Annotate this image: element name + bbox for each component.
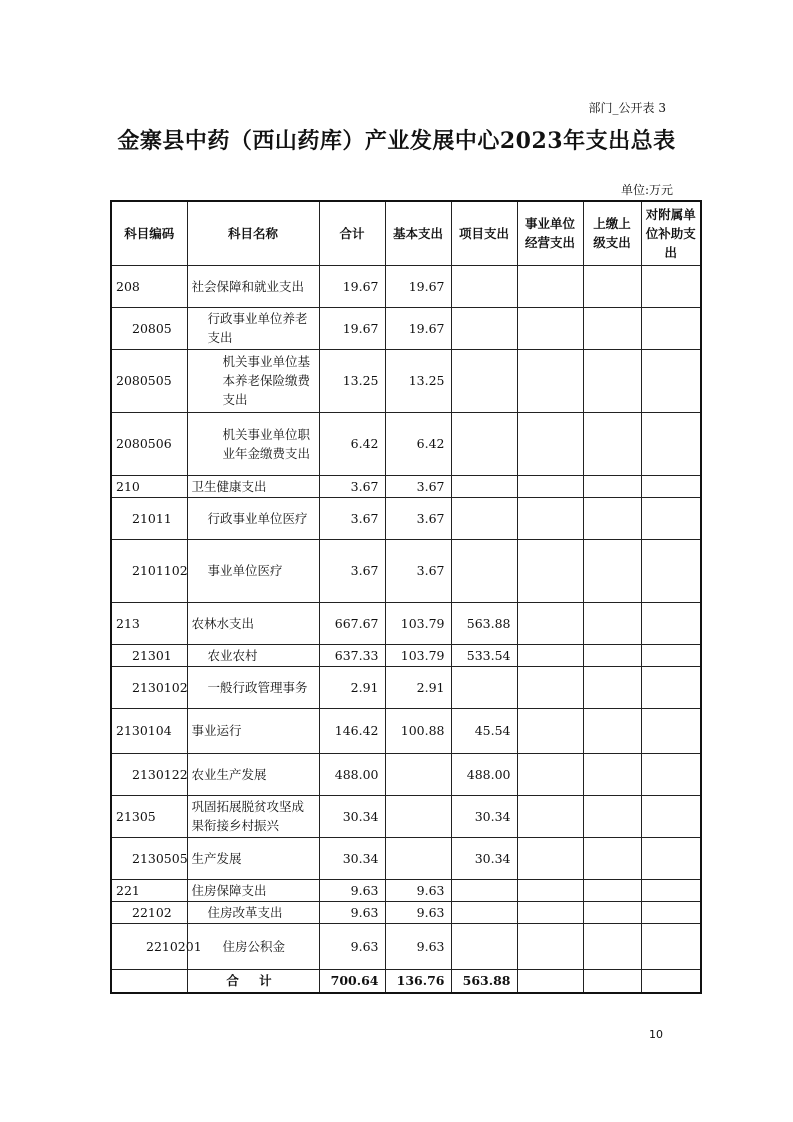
row-total: 9.63	[319, 923, 385, 969]
row-subsidy	[641, 539, 701, 602]
table-row	[111, 644, 701, 666]
row-code: 210	[111, 475, 187, 497]
row-name: 住房公积金	[187, 923, 319, 969]
row-project: 563.88	[451, 602, 517, 644]
row-upper	[583, 475, 641, 497]
table-row	[111, 602, 701, 644]
header-basic: 基本支出	[385, 201, 451, 265]
row-project	[451, 497, 517, 539]
row-code: 213	[111, 602, 187, 644]
row-subsidy	[641, 265, 701, 307]
row-name: 机关事业单位职业年金缴费支出	[187, 412, 319, 475]
table-row	[111, 795, 701, 837]
page-number: 10	[649, 1028, 663, 1041]
row-total: 6.42	[319, 412, 385, 475]
row-name: 农林水支出	[187, 602, 319, 644]
table-row	[111, 475, 701, 497]
row-business	[517, 412, 583, 475]
row-project	[451, 901, 517, 923]
row-total: 3.67	[319, 497, 385, 539]
row-subsidy	[641, 602, 701, 644]
row-code: 2101102	[111, 539, 187, 602]
table-row	[111, 307, 701, 349]
row-total: 30.34	[319, 837, 385, 879]
row-total: 146.42	[319, 708, 385, 753]
row-basic: 2.91	[385, 666, 451, 708]
row-project: 30.34	[451, 837, 517, 879]
header-total: 合计	[319, 201, 385, 265]
row-total: 19.67	[319, 265, 385, 307]
total-label: 合 计	[187, 969, 319, 993]
row-business	[517, 349, 583, 412]
row-total: 667.67	[319, 602, 385, 644]
row-subsidy	[641, 412, 701, 475]
row-subsidy	[641, 879, 701, 901]
row-basic: 3.67	[385, 497, 451, 539]
row-subsidy	[641, 349, 701, 412]
row-basic: 13.25	[385, 349, 451, 412]
row-subsidy	[641, 666, 701, 708]
table-row	[111, 539, 701, 602]
row-basic: 6.42	[385, 412, 451, 475]
table-row	[111, 923, 701, 969]
header-project: 项目支出	[451, 201, 517, 265]
row-code: 2210201	[111, 923, 187, 969]
row-code: 2130505	[111, 837, 187, 879]
row-name: 巩固拓展脱贫攻坚成果衔接乡村振兴	[187, 795, 319, 837]
total-code	[111, 969, 187, 993]
row-total: 30.34	[319, 795, 385, 837]
row-subsidy	[641, 497, 701, 539]
row-project: 30.34	[451, 795, 517, 837]
total-total: 700.64	[319, 969, 385, 993]
expenditure-table	[110, 200, 702, 994]
row-upper	[583, 901, 641, 923]
row-subsidy	[641, 837, 701, 879]
row-upper	[583, 879, 641, 901]
row-project	[451, 475, 517, 497]
row-name: 住房保障支出	[187, 879, 319, 901]
row-business	[517, 475, 583, 497]
row-basic	[385, 837, 451, 879]
row-business	[517, 666, 583, 708]
row-upper	[583, 497, 641, 539]
row-name: 社会保障和就业支出	[187, 265, 319, 307]
row-upper	[583, 412, 641, 475]
row-project	[451, 307, 517, 349]
row-business	[517, 497, 583, 539]
row-project: 533.54	[451, 644, 517, 666]
header-subsidy: 对附属单位补助支出	[641, 201, 701, 265]
row-business	[517, 753, 583, 795]
row-code: 21305	[111, 795, 187, 837]
header-upper: 上缴上级支出	[583, 201, 641, 265]
row-business	[517, 879, 583, 901]
row-basic: 9.63	[385, 879, 451, 901]
row-total: 9.63	[319, 901, 385, 923]
header-name: 科目名称	[187, 201, 319, 265]
row-code: 21301	[111, 644, 187, 666]
table-row	[111, 412, 701, 475]
row-subsidy	[641, 901, 701, 923]
total-basic: 136.76	[385, 969, 451, 993]
row-basic	[385, 795, 451, 837]
row-business	[517, 265, 583, 307]
row-code: 21011	[111, 497, 187, 539]
row-project	[451, 539, 517, 602]
row-subsidy	[641, 753, 701, 795]
row-project	[451, 923, 517, 969]
row-upper	[583, 602, 641, 644]
row-business	[517, 644, 583, 666]
row-business	[517, 795, 583, 837]
row-basic: 19.67	[385, 307, 451, 349]
row-total: 2.91	[319, 666, 385, 708]
total-row	[111, 969, 701, 993]
page-title: 金寨县中药（西山药库）产业发展中心2023年支出总表	[117, 128, 676, 154]
row-business	[517, 708, 583, 753]
row-name: 行政事业单位医疗	[187, 497, 319, 539]
row-code: 2130102	[111, 666, 187, 708]
row-name: 农业生产发展	[187, 753, 319, 795]
row-name: 事业单位医疗	[187, 539, 319, 602]
row-basic	[385, 753, 451, 795]
row-name: 行政事业单位养老支出	[187, 307, 319, 349]
row-basic: 100.88	[385, 708, 451, 753]
row-upper	[583, 265, 641, 307]
row-upper	[583, 837, 641, 879]
table-row	[111, 753, 701, 795]
row-basic: 3.67	[385, 475, 451, 497]
row-name: 事业运行	[187, 708, 319, 753]
row-total: 3.67	[319, 475, 385, 497]
row-code: 2080506	[111, 412, 187, 475]
row-name: 机关事业单位基本养老保险缴费支出	[187, 349, 319, 412]
row-basic: 9.63	[385, 923, 451, 969]
table-row	[111, 497, 701, 539]
table-row	[111, 349, 701, 412]
row-subsidy	[641, 708, 701, 753]
row-business	[517, 923, 583, 969]
total-upper	[583, 969, 641, 993]
row-project	[451, 412, 517, 475]
row-name: 卫生健康支出	[187, 475, 319, 497]
row-subsidy	[641, 644, 701, 666]
row-code: 208	[111, 265, 187, 307]
row-basic: 9.63	[385, 901, 451, 923]
row-upper	[583, 666, 641, 708]
row-upper	[583, 795, 641, 837]
header-code: 科目编码	[111, 201, 187, 265]
row-project: 488.00	[451, 753, 517, 795]
row-name: 农业农村	[187, 644, 319, 666]
row-code: 221	[111, 879, 187, 901]
row-upper	[583, 923, 641, 969]
row-total: 19.67	[319, 307, 385, 349]
row-subsidy	[641, 475, 701, 497]
row-code: 22102	[111, 901, 187, 923]
total-business	[517, 969, 583, 993]
row-code: 2130104	[111, 708, 187, 753]
row-total: 13.25	[319, 349, 385, 412]
row-total: 9.63	[319, 879, 385, 901]
row-total: 488.00	[319, 753, 385, 795]
row-upper	[583, 644, 641, 666]
header-row	[111, 201, 701, 265]
row-code: 2130122	[111, 753, 187, 795]
row-business	[517, 602, 583, 644]
row-subsidy	[641, 923, 701, 969]
total-subsidy	[641, 969, 701, 993]
header-business: 事业单位经营支出	[517, 201, 583, 265]
row-business	[517, 901, 583, 923]
row-total: 3.67	[319, 539, 385, 602]
row-project	[451, 666, 517, 708]
table-row	[111, 708, 701, 753]
total-project: 563.88	[451, 969, 517, 993]
row-name: 一般行政管理事务	[187, 666, 319, 708]
row-name: 住房改革支出	[187, 901, 319, 923]
row-basic: 103.79	[385, 602, 451, 644]
row-name: 生产发展	[187, 837, 319, 879]
row-upper	[583, 349, 641, 412]
table-row	[111, 837, 701, 879]
row-basic: 3.67	[385, 539, 451, 602]
row-upper	[583, 539, 641, 602]
row-subsidy	[641, 307, 701, 349]
row-project	[451, 265, 517, 307]
row-basic: 19.67	[385, 265, 451, 307]
row-upper	[583, 753, 641, 795]
table-row	[111, 879, 701, 901]
table-row	[111, 265, 701, 307]
table-row	[111, 901, 701, 923]
row-project	[451, 879, 517, 901]
row-upper	[583, 307, 641, 349]
row-total: 637.33	[319, 644, 385, 666]
row-business	[517, 539, 583, 602]
table-row	[111, 666, 701, 708]
row-project	[451, 349, 517, 412]
row-code: 2080505	[111, 349, 187, 412]
row-business	[517, 837, 583, 879]
unit-label: 单位:万元	[620, 183, 673, 197]
document-tag: 部门_公开表 3	[588, 101, 666, 115]
row-upper	[583, 708, 641, 753]
row-basic: 103.79	[385, 644, 451, 666]
row-business	[517, 307, 583, 349]
row-project: 45.54	[451, 708, 517, 753]
row-subsidy	[641, 795, 701, 837]
row-code: 20805	[111, 307, 187, 349]
